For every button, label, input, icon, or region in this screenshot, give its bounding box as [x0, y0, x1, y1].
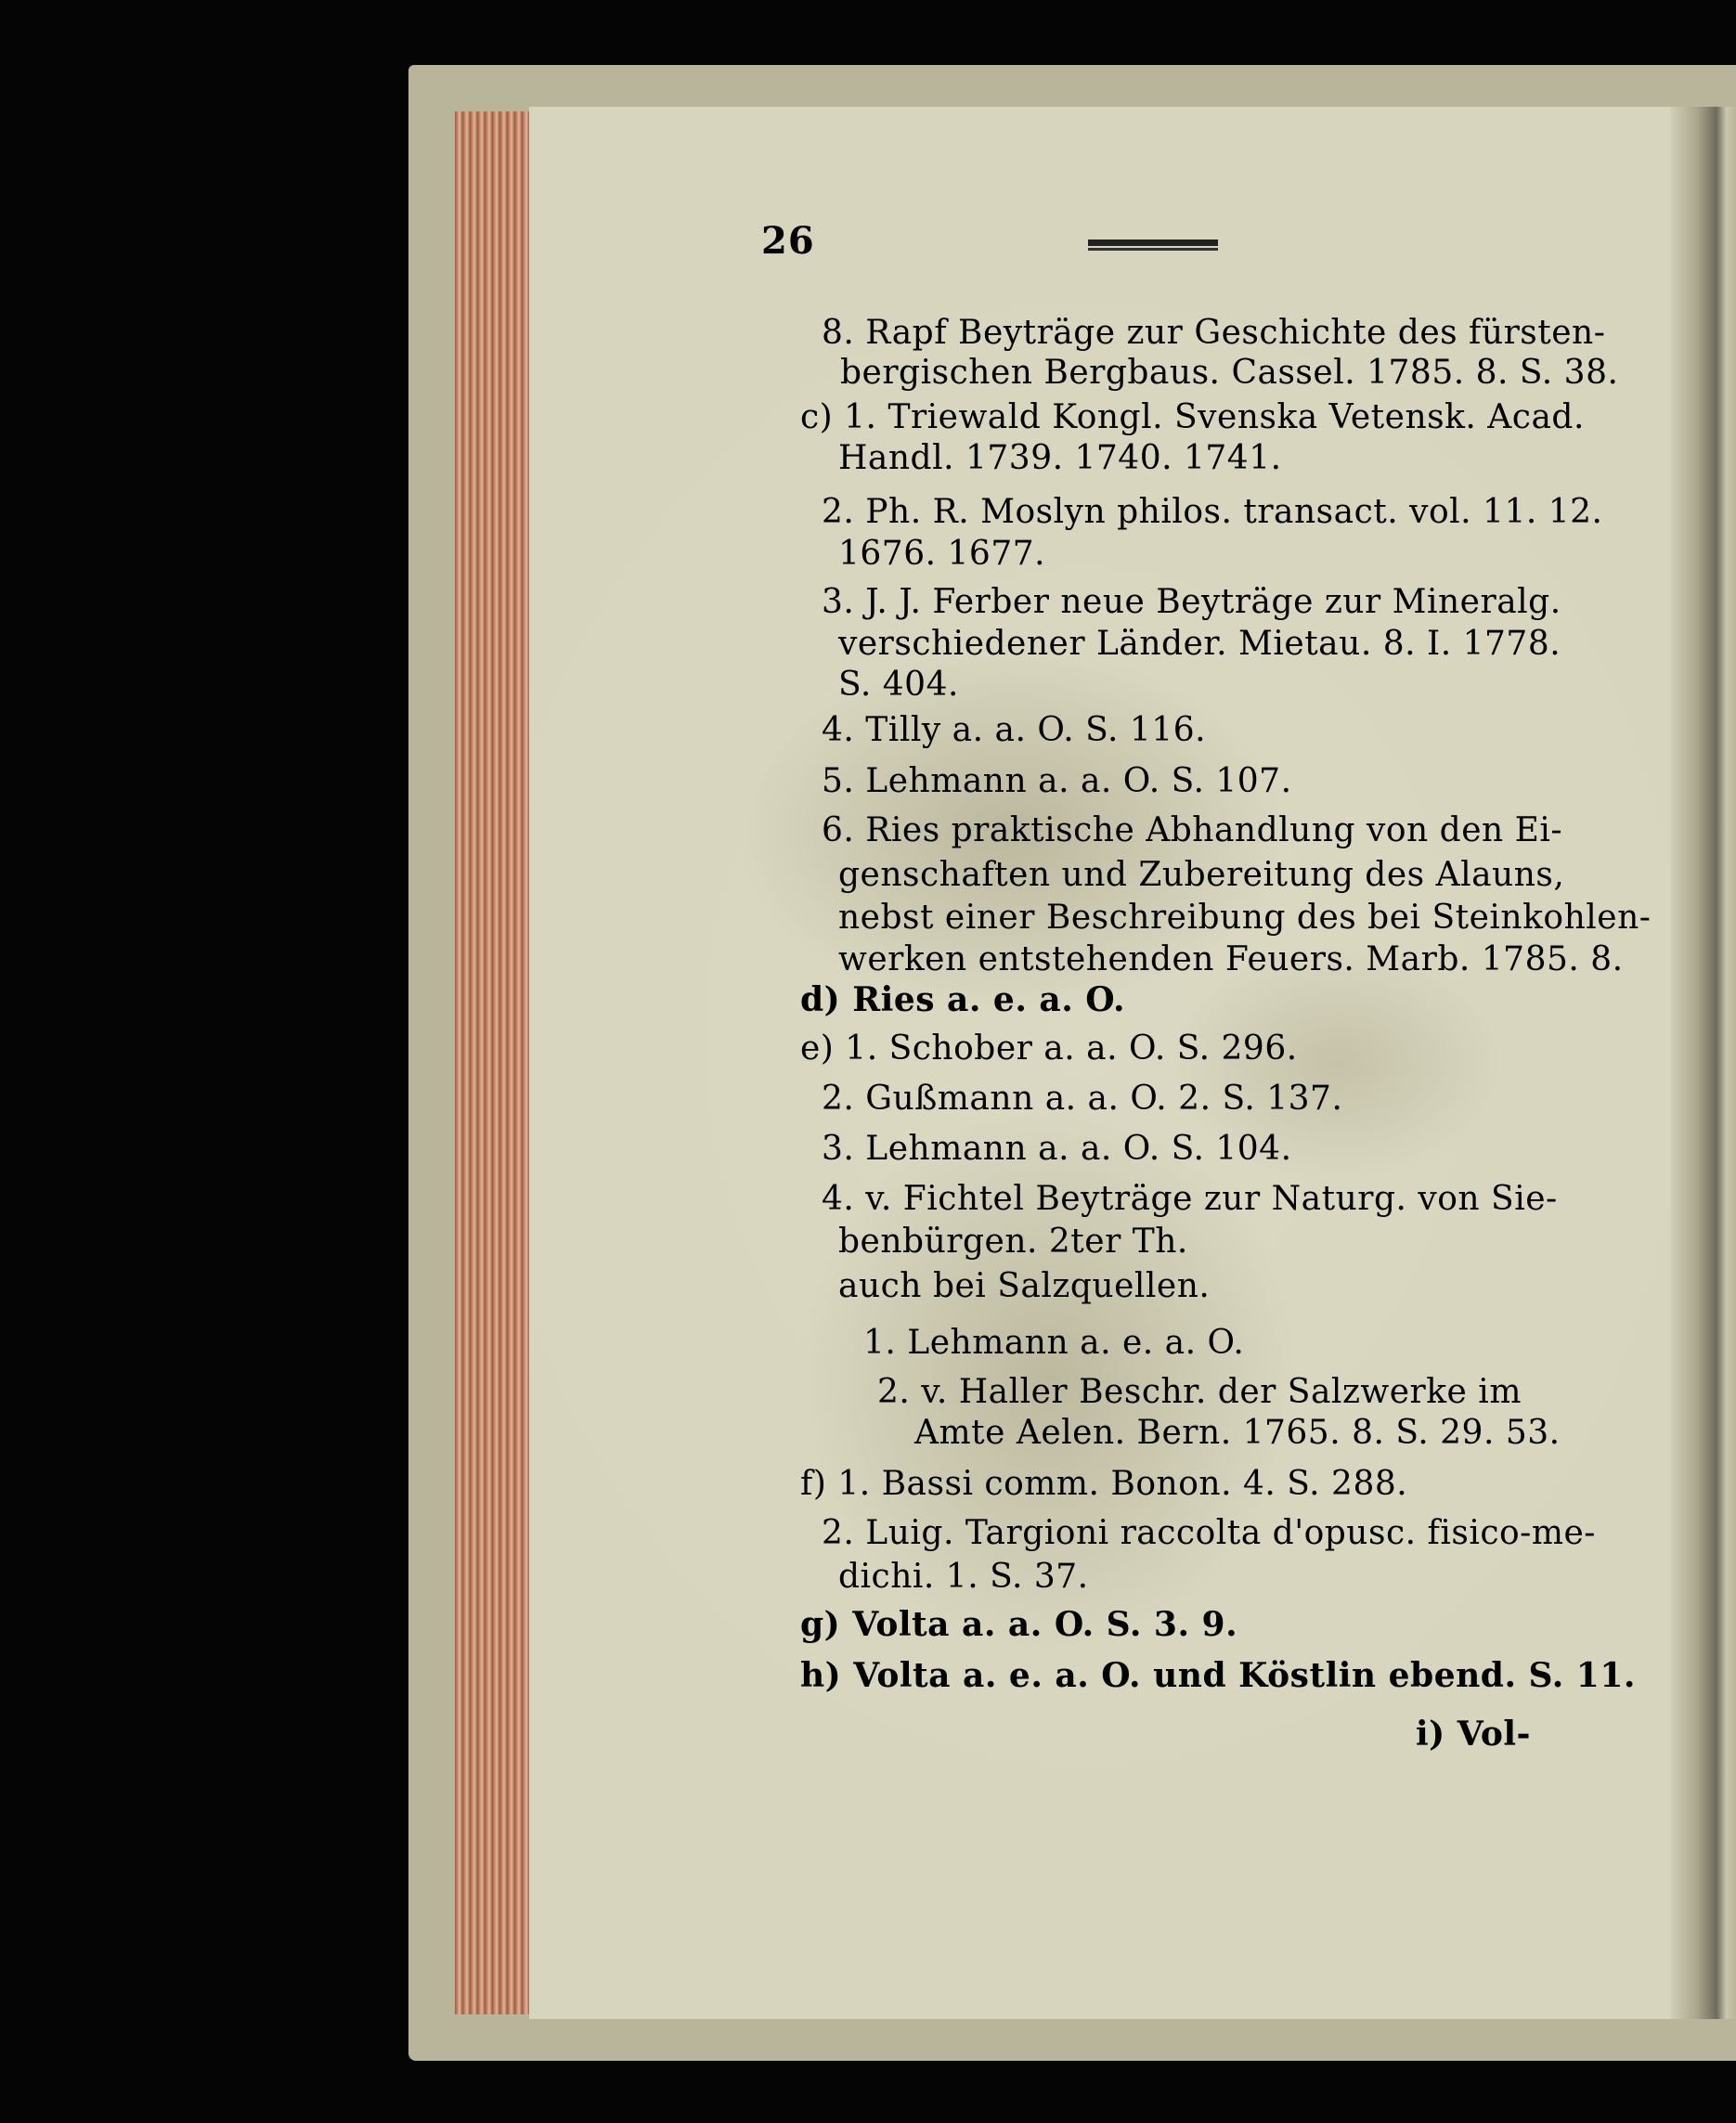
- entry-line: nebst einer Beschreibung des bei Steinkohlen-: [838, 899, 1652, 937]
- entry-line: dichi. 1. S. 37.: [838, 1558, 1089, 1596]
- entry-line: 2. Luig. Targioni raccolta d'opusc. fisico-me-: [822, 1514, 1596, 1552]
- entry-line: f) 1. Bassi comm. Bonon. 4. S. 288.: [800, 1465, 1408, 1503]
- entry-line: Amte Aelen. Bern. 1765. 8. S. 29. 53.: [914, 1414, 1561, 1452]
- entry-line: werken entstehenden Feuers. Marb. 1785. 8.: [838, 940, 1624, 978]
- entry-line: 3. J. J. Ferber neue Beyträge zur Mineralg.: [822, 583, 1561, 621]
- entry-line: 2. Ph. R. Moslyn philos. transact. vol. 11. 12.: [822, 493, 1603, 531]
- entry-line: 4. Tilly a. a. O. S. 116.: [822, 711, 1207, 749]
- entry-line: bergischen Bergbaus. Cassel. 1785. 8. S. 38.: [840, 354, 1619, 392]
- entry-line: 5. Lehmann a. a. O. S. 107.: [822, 762, 1292, 800]
- entry-line: benbürgen. 2ter Th.: [838, 1223, 1188, 1261]
- page-number: 26: [761, 219, 815, 263]
- entry-line: 6. Ries praktische Abhandlung von den Ei-: [822, 811, 1563, 849]
- entry-line: S. 404.: [838, 666, 959, 704]
- entry-line: Handl. 1739. 1740. 1741.: [838, 439, 1282, 477]
- entry-line: 3. Lehmann a. a. O. S. 104.: [822, 1130, 1292, 1168]
- entry-line: genschaften und Zubereitung des Alauns,: [838, 856, 1565, 894]
- catchword: i) Vol-: [1416, 1715, 1531, 1754]
- entry-line: c) 1. Triewald Kongl. Svenska Vetensk. Acad.: [800, 398, 1585, 436]
- entry-line: g) Volta a. a. O. S. 3. 9.: [800, 1605, 1238, 1644]
- entry-line: verschiedener Länder. Mietau. 8. I. 1778.: [838, 625, 1561, 663]
- entry-line: 1. Lehmann a. e. a. O.: [863, 1324, 1245, 1362]
- entry-line: 1676. 1677.: [838, 535, 1046, 573]
- entry-line: auch bei Salzquellen.: [838, 1267, 1211, 1305]
- entry-line: h) Volta a. e. a. O. und Köstlin ebend. S. 11.: [800, 1656, 1636, 1695]
- entry-line: 4. v. Fichtel Beyträge zur Naturg. von Sie-: [822, 1180, 1558, 1218]
- entry-line: 2. v. Haller Beschr. der Salzwerke im: [877, 1373, 1522, 1411]
- entry-line: d) Ries a. e. a. O.: [800, 980, 1126, 1019]
- entry-line: 2. Gußmann a. a. O. 2. S. 137.: [822, 1080, 1343, 1118]
- entry-line: e) 1. Schober a. a. O. S. 296.: [800, 1029, 1298, 1068]
- entry-line: 8. Rapf Beyträge zur Geschichte des fürsten-: [822, 314, 1606, 352]
